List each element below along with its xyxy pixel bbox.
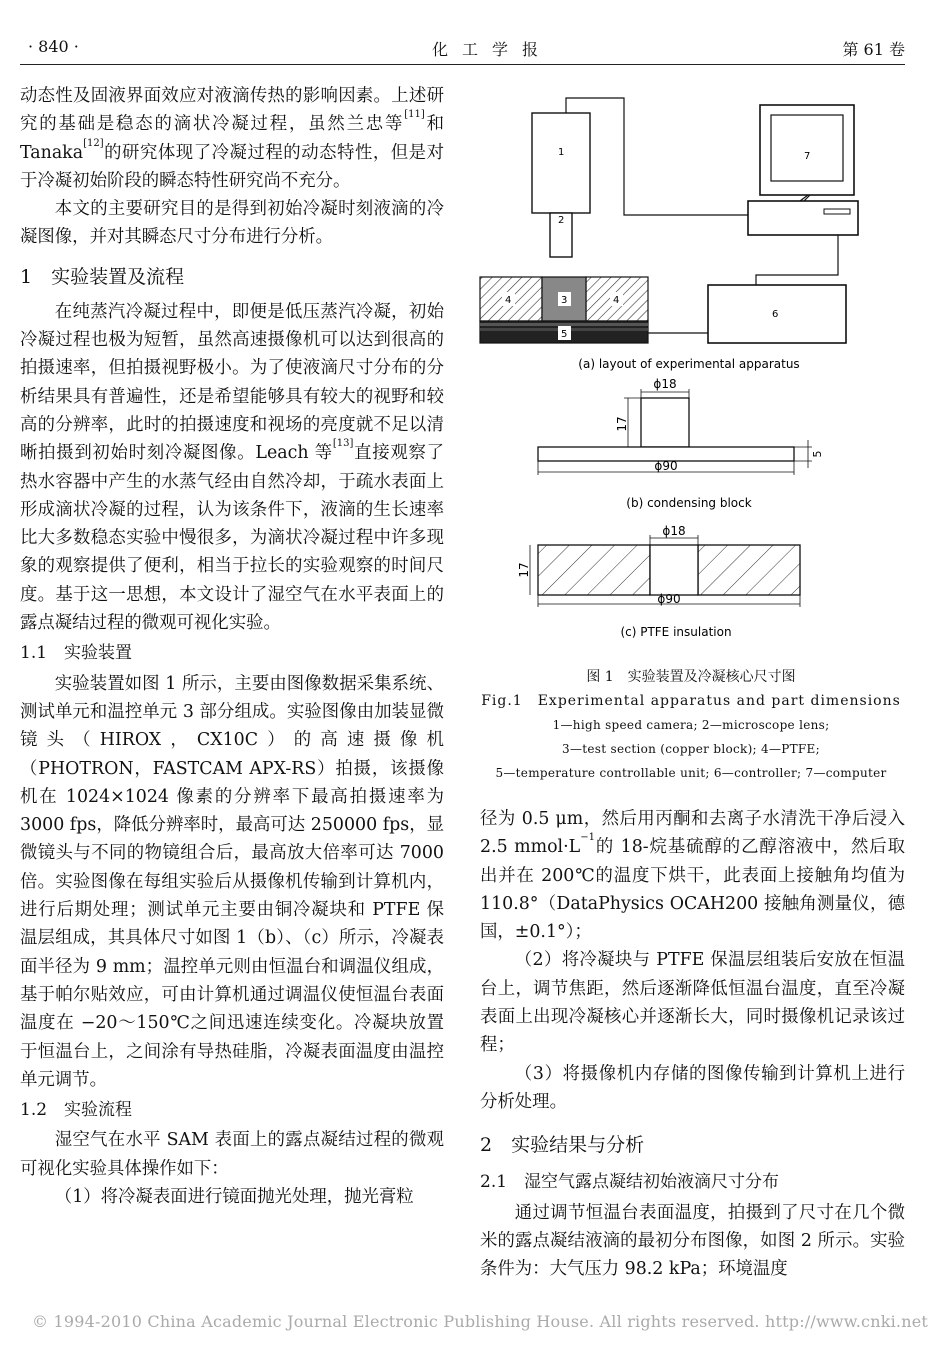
citation-12[interactable]: [12]: [83, 137, 104, 149]
copyright-footer: © 1994-2010 China Academic Journal Electronic Publishing House. All rights reserved. http://www.cnki.net: [32, 1312, 929, 1331]
label-1: 1: [558, 147, 565, 158]
paragraph-objective: 本文的主要研究目的是得到初始冷凝时刻液滴的冷凝图像，并对其瞬态尺寸分布进行分析。: [20, 199, 444, 248]
ptfe-hole: [650, 545, 698, 595]
subsection-heading-1-2: 1.2 实验流程: [20, 1100, 133, 1121]
paragraph-step-3: （3）将摄像机内存储的图像传输到计算机上进行分析处理。: [480, 1063, 905, 1112]
paragraph-step-1: （1）将冷凝表面进行镜面抛光处理，抛光膏粒: [54, 1186, 414, 1207]
subsection-heading-2-1: 2.1 湿空气露点凝结初始液滴尺寸分布: [480, 1172, 780, 1193]
monitor-screen: [771, 115, 843, 181]
right-column: [480, 805, 905, 1283]
label-4a: 4: [505, 295, 512, 306]
ptfe-ring-left: [538, 545, 650, 595]
label-6: 6: [772, 309, 779, 320]
label-7: 7: [804, 151, 811, 162]
label-4b: 4: [613, 295, 620, 306]
paragraph-apparatus: 实验装置如图 1 所示，主要由图像数据采集系统、测试单元和温控单元 3 部分组成。实验图像由加装显微镜头（HIROX，CX10C）的高速摄像机（PHOTRON，FASTCAM APX-RS）拍摄，该摄像机在 1024×1024 像素的分辨率下最高拍摄速率为 3000 fps，降低分辨率时，最高可达 250000 fps，显微镜头与不同的物镜组合后，最高放大倍率可达 7000 倍。实验图像在每组实验后从摄像机传输到计算机内，进行后期处理；测试单元主要由铜冷凝块和 PTFE 保温层组成，其具体尺寸如图 1（b）、（c）所示，冷凝表面半径为 9 mm；温控单元则由恒温台和调温仪组成，基于帕尔贴效应，可由计算机通过调温仪使恒温台表面温度在 −20～150℃之间迅速连续变化。冷凝块放置于恒温台上，之间涂有导热硅脂，冷凝表面温度由温控单元调节。: [20, 673, 444, 1090]
dim-b-base: 5: [811, 450, 824, 458]
dim-c-top: ϕ18: [662, 524, 686, 538]
journal-title: 化工学报: [432, 40, 553, 59]
caption-legend-3: 5—temperature controllable unit; 6—controller; 7—computer: [495, 766, 887, 780]
citation-13[interactable]: [13]: [332, 438, 354, 450]
camera-body: [532, 113, 590, 213]
caption-legend-2: 3—test section (copper block); 4—PTFE;: [562, 742, 820, 756]
label-2: 2: [558, 215, 565, 226]
page-header: [20, 34, 905, 65]
unit-exponent: −1: [580, 832, 595, 844]
caption-chinese: 图 1 实验装置及冷凝核心尺寸图: [586, 669, 796, 685]
paragraph-step-1-cont: 径为 0.5 μm，然后用丙酮和去离子水清洗干净后浸入 2.5 $mmol\cdot L^{-1}$的 18-烷基硫醇的乙醇溶液中，然后取出并在 200℃的温度下烘干，此表面上接触角均值为 110.8°（DataPhysics OCAH200 接触角测量仪，德国，±0.1°）；: [480, 809, 905, 943]
left-column: [20, 82, 444, 1211]
disk-drive: [824, 209, 850, 214]
ptfe-ring-right: [698, 545, 800, 595]
subsection-heading-1-1: 1.1 实验装置: [20, 643, 133, 664]
dim-b-width: ϕ90: [654, 459, 678, 473]
subcaption-c: (c) PTFE insulation: [620, 625, 732, 639]
figure-caption: [476, 665, 906, 785]
citation-11[interactable]: [11]: [404, 109, 425, 121]
caption-english: Fig.1 Experimental apparatus and part dimensions: [481, 693, 901, 709]
dim-b-height: 17: [615, 416, 629, 432]
section-heading-2: 2 实验结果与分析: [480, 1134, 645, 1157]
volume-number: 第 61 卷: [842, 40, 905, 59]
paragraph-results: 通过调节恒温台表面温度，拍摄到了尺寸在几个微米的露点凝结液滴的最初分布图像，如图 2 所示。实验条件为：大气压力 98.2 kPa；环境温度: [480, 1202, 905, 1280]
dim-c-width: ϕ90: [657, 592, 681, 606]
computer-case: [748, 201, 858, 235]
subcaption-b: (b) condensing block: [626, 496, 752, 510]
subcaption-a: (a) layout of experimental apparatus: [578, 357, 800, 371]
paragraph-step-2: （2）将冷凝块与 PTFE 保温层组装后安放在恒温台上，调节焦距，然后逐渐降低恒温台温度，直至冷凝表面上出现冷凝核心并逐渐长大，同时摄像机记录该过程；: [480, 950, 905, 1056]
paragraph-method: 在纯蒸汽冷凝过程中，即便是低压蒸汽冷凝，初始冷凝过程也极为短暂，虽然高速摄像机可以达到很高的拍摄速率，但拍摄视野极小。为了使液滴尺寸分布的分析结果具有普遍性，还是希望能够具有较大的视野和较高的分辨率，此时的拍摄速度和视场的亮度就不足以清晰拍摄到初始时刻冷凝图像。Leach 等[13]直接观察了热水容器中产生的水蒸气经由自然冷却，于疏水表面上形成滴状冷凝的过程，认为该条件下，液滴的生长速率比大多数稳态实验中慢很多，为滴状冷凝过程中许多现象的观察提供了便利，相当于拉长的实验观察的时间尺度。基于这一思想，本文设计了湿空气在水平表面上的露点凝结过程的微观可视化实验。: [20, 301, 444, 634]
controller-cable: [756, 235, 838, 285]
label-5: 5: [561, 329, 568, 340]
dim-b-top: ϕ18: [653, 377, 677, 391]
dim-c-height: 17: [517, 562, 531, 578]
caption-legend-1: 1—high speed camera; 2—microscope lens;: [552, 718, 830, 732]
section-heading-1: 1 实验装置及流程: [20, 265, 185, 288]
paragraph-procedure: 湿空气在水平 SAM 表面上的露点凝结过程的微观可视化实验具体操作如下：: [20, 1130, 444, 1179]
paragraph-intro-end: 动态性及固液界面效应对液滴传热的影响因素。上述研究的基础是稳态的滴状冷凝过程，虽然兰忠等[11]和 Tanaka[12]的研究体现了冷凝过程的动态特性，但是对于冷凝初始阶段的瞬态特性研究尚不充分。: [20, 86, 444, 191]
figure-1: [476, 95, 906, 655]
camera-cable: [566, 98, 748, 215]
block-stem: [641, 398, 689, 447]
label-3: 3: [561, 295, 568, 306]
page-number: · 840 ·: [28, 37, 79, 56]
